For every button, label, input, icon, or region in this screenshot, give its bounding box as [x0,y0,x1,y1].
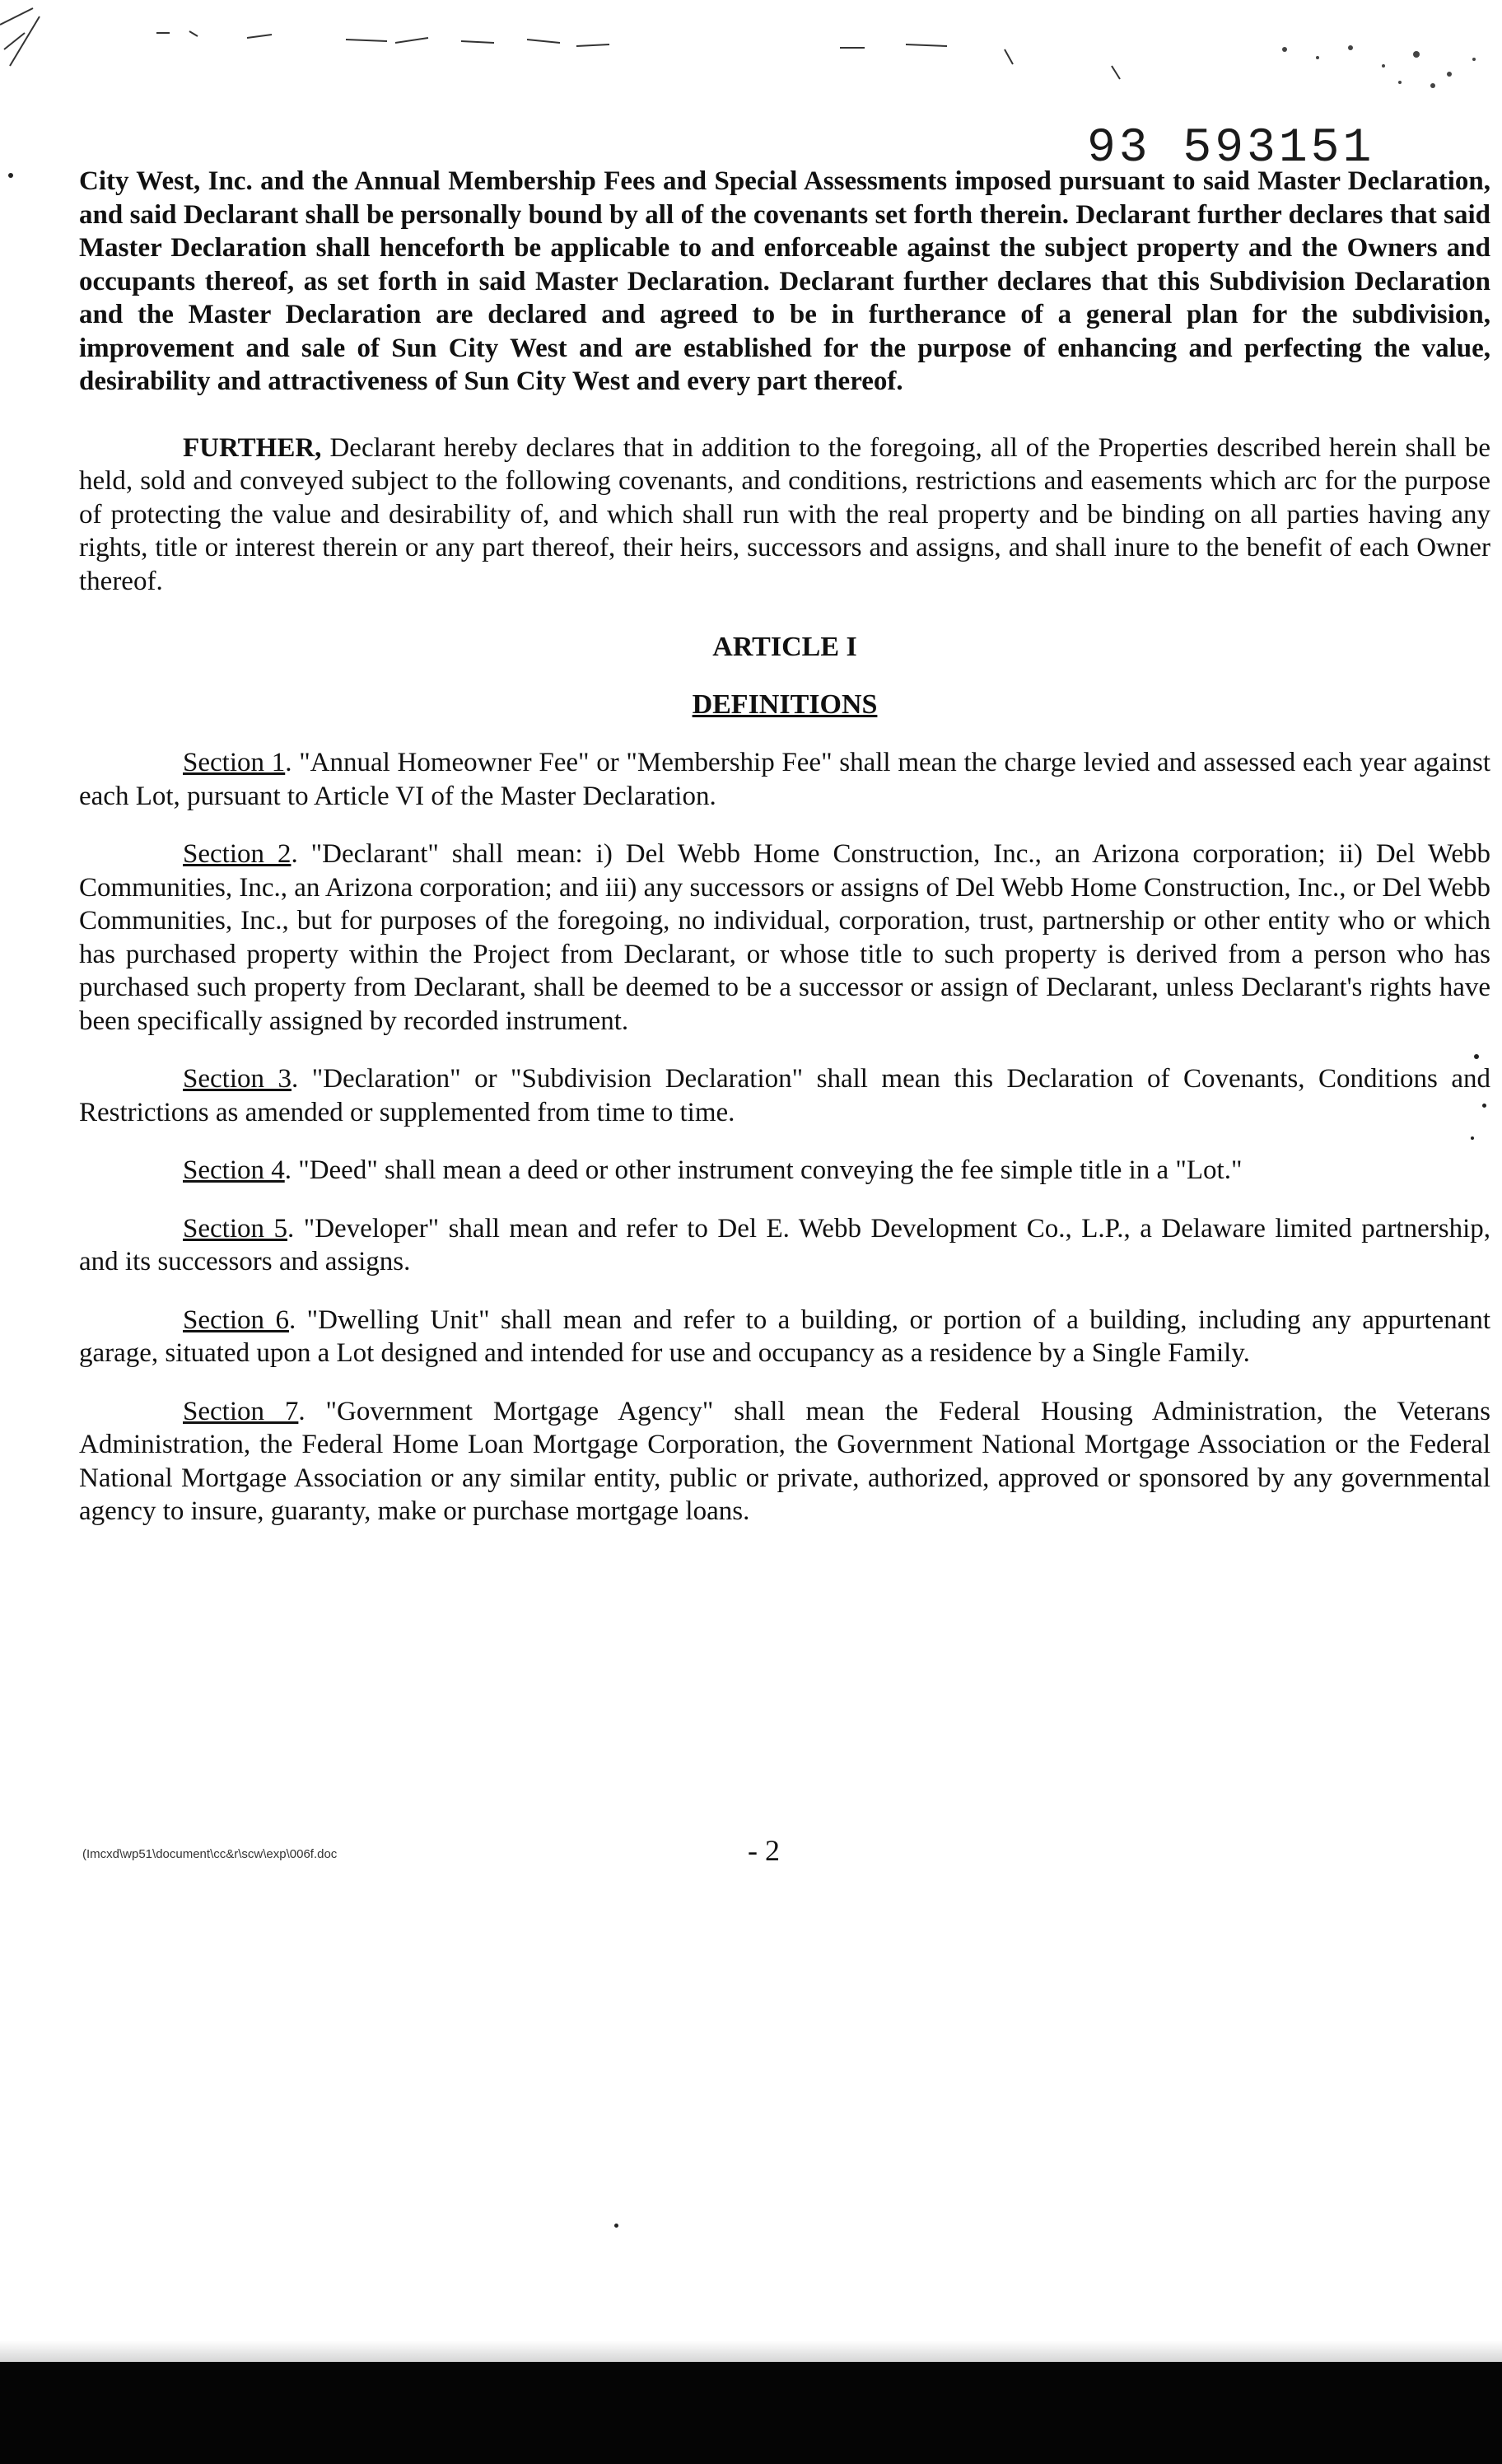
section-text: . "Annual Homeowner Fee" or "Membership Fee" shall mean the charge levied and assessed each year against each Lot, pursuant to Article VI of the Master Declaration. [79,748,1490,811]
scan-speck [8,173,13,178]
further-paragraph [79,432,1490,599]
section-label: Section 2 [183,839,292,869]
section-label: Section 1 [183,748,286,777]
scan-black-edge [0,2362,1502,2464]
article-heading: ARTICLE I [712,632,857,662]
section-label: Section 3 [183,1064,292,1094]
scan-speck [614,2224,618,2228]
section-text: . "Dwelling Unit" shall mean and refer to a building, or portion of a building, including any appurtenant garage, situated upon a Lot designed and intended for use and occupancy as a residence by a Single Family. [79,1304,1491,1368]
section-3 [79,1062,1490,1129]
intro-paragraph: City West, Inc. and the Annual Membership Fees and Special Assessments imposed pursuant to said Master Declaration, and said Declarant shall be personally bound by all of the covenants set forth therein. Declarant further declares that said Master Declaration shall henceforth be applicable to and enforceable against the subject property and the Owners and occupants thereof, as set forth in said Master Declaration. Declarant further declares that this Subdivision Declaration and the Master Declaration are declared and agreed to be in furtherance of a general plan for the subdivision, improvement and sale of Sun City West and are established for the purpose of enhancing and perfecting the value, desirability and attractiveness of Sun City West and every part thereof. [79,166,1490,396]
section-2 [79,838,1490,1038]
document-body [79,165,1490,1528]
section-text: . "Declarant" shall mean: i) Del Webb Home Construction, Inc., an Arizona corporation; ii) Del Webb Communities, Inc., an Arizona corporation; and iii) any successors or assigns of Del Webb Home Construction, Inc., or Del Webb Communities, Inc., but for purposes of the foregoing, no individual, corporation, trust, partnership or other entity who or which has purchased property within the Project from Declarant, or whose title to such property is derived from a person who has purchased such property from Declarant, shall be deemed to be a successor or assign of Declarant, unless Declarant's rights have been specifically assigned by recorded instrument. [79,839,1491,1036]
section-text: . "Deed" shall mean a deed or other instrument conveying the fee simple title in a "Lot." [284,1155,1243,1185]
scan-noise-top [0,0,1502,99]
footer-file-path: (Imcxd\wp51\document\cc&r\scw\exp\006f.doc [82,1847,338,1861]
section-label: Section 4 [183,1155,285,1185]
section-label: Section 6 [183,1304,289,1335]
section-text: . "Declaration" or "Subdivision Declaration" shall mean this Declaration of Covenants, Conditions and Restrictions as amended or supplemented from time to time. [79,1064,1491,1127]
further-text: Declarant hereby declares that in addition to the foregoing, all of the Properties described herein shall be held, sold and conveyed subject to the following covenants, and conditions, restrictions and easements which arc for the purpose of protecting the value and desirability of, and which shall run with the real property and be binding on all parties having any rights, title or interest therein or any part thereof, their heirs, successors and assigns, and shall inure to the benefit of each Owner thereof. [79,432,1490,596]
section-label: Section 5 [183,1213,287,1244]
section-4 [79,1154,1490,1188]
section-6 [79,1304,1490,1370]
section-7 [79,1395,1490,1528]
section-text: . "Developer" shall mean and refer to Del E. Webb Development Co., L.P., a Delaware limited partnership, and its successors and assigns. [79,1213,1490,1276]
further-lead: FURTHER, [183,432,322,463]
section-label: Section 7 [183,1396,299,1426]
section-5 [79,1212,1490,1279]
recording-number: 93 593151 [1087,122,1375,175]
section-text: . "Government Mortgage Agency" shall mean the Federal Housing Administration, the Veterans Administration, the Federal Home Loan Mortgage Corporation, the Government National Mortgage Association or the Federal National Mortgage Association or any similar entity, public or private, authorized, approved or sponsored by any governmental agency to insure, guaranty, make or purchase mortgage loans. [79,1396,1490,1526]
section-1 [79,746,1490,813]
page-number: - 2 [748,1834,780,1867]
definitions-heading: DEFINITIONS [692,689,878,720]
